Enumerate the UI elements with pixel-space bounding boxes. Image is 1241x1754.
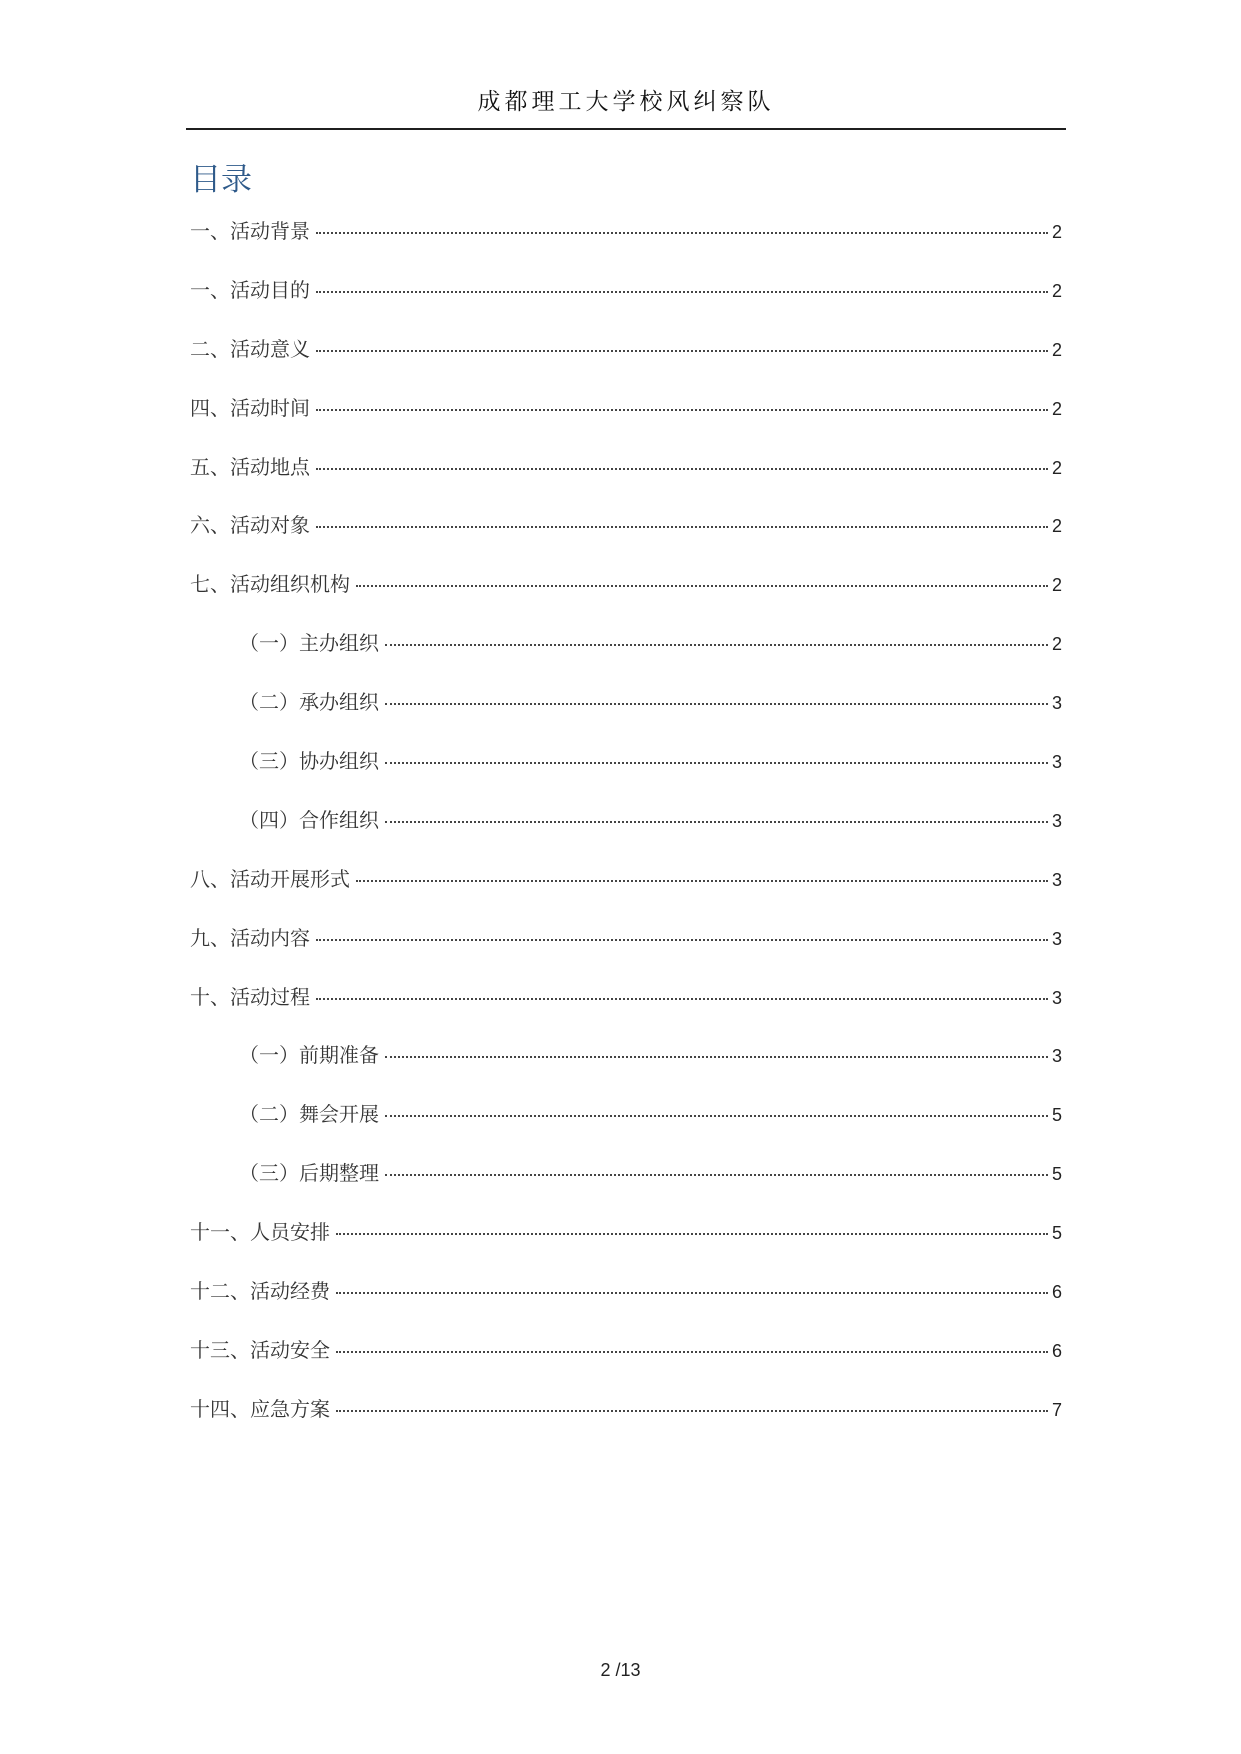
- toc-entry-label: （一）主办组织: [239, 631, 379, 656]
- toc-entry-page-number: 6: [1051, 1282, 1062, 1303]
- toc-entry[interactable]: [190, 333, 1062, 392]
- page-header: [186, 80, 1066, 130]
- toc-entry[interactable]: [190, 1275, 1062, 1334]
- toc-entry-page-number: 6: [1051, 1340, 1062, 1361]
- toc-dot-leader: [336, 1410, 1048, 1412]
- header-title: 成都理工大学校风纠察队: [477, 89, 775, 115]
- toc-entry-page-number: 2: [1051, 339, 1062, 360]
- toc-entry-label: （二）舞会开展: [239, 1102, 379, 1127]
- toc-entry-page-number: 5: [1051, 1105, 1062, 1126]
- toc-entry[interactable]: [190, 863, 1062, 922]
- toc-entry[interactable]: [190, 451, 1062, 510]
- toc-entry-page-number: 5: [1051, 1223, 1062, 1244]
- toc-entry-label: 四、活动时间: [190, 395, 310, 420]
- toc-dot-leader: [385, 762, 1048, 764]
- toc-entry-label: （三）后期整理: [239, 1161, 379, 1186]
- toc-dot-leader: [385, 1174, 1048, 1176]
- toc-entry-label: 五、活动地点: [190, 454, 310, 479]
- toc-entry-page-number: 5: [1051, 1164, 1062, 1185]
- toc-entry-page-number: 2: [1051, 634, 1062, 655]
- toc-entry-page-number: 3: [1051, 869, 1062, 890]
- toc-entry-page-number: 2: [1051, 280, 1062, 301]
- toc-entry[interactable]: [190, 274, 1062, 333]
- toc-entry-label: （一）前期准备: [239, 1043, 379, 1068]
- toc-entry-label: 一、活动背景: [190, 219, 310, 243]
- toc-entry[interactable]: [190, 568, 1062, 627]
- toc-dot-leader: [316, 232, 1048, 234]
- toc-entry-label: 十二、活动经费: [190, 1279, 330, 1304]
- toc-entry-label: 十四、应急方案: [190, 1396, 330, 1421]
- toc-entry-page-number: 7: [1051, 1399, 1062, 1420]
- toc-dot-leader: [385, 703, 1048, 705]
- toc-entry-label: （三）协办组织: [239, 749, 379, 774]
- toc-entry-label: 二、活动意义: [190, 336, 310, 361]
- toc-entry[interactable]: [190, 1157, 1062, 1216]
- toc-entry[interactable]: [190, 392, 1062, 451]
- toc-entry-label: 七、活动组织机构: [190, 572, 350, 597]
- toc-entry[interactable]: [190, 1039, 1062, 1098]
- toc-entry-page-number: 2: [1051, 575, 1062, 596]
- toc-entry-page-number: 3: [1051, 928, 1062, 949]
- toc-entry-page-number: 3: [1051, 1046, 1062, 1067]
- toc-entry[interactable]: [190, 1098, 1062, 1157]
- toc-entry-label: 八、活动开展形式: [190, 866, 350, 891]
- toc-dot-leader: [385, 644, 1048, 646]
- toc-dot-leader: [316, 939, 1048, 941]
- toc-entry-label: 十、活动过程: [190, 984, 310, 1009]
- toc-entry-page-number: 2: [1051, 457, 1062, 478]
- toc-entry[interactable]: [190, 804, 1062, 863]
- toc-entry[interactable]: [190, 981, 1062, 1040]
- toc-dot-leader: [316, 526, 1048, 528]
- table-of-contents: [190, 215, 1062, 1452]
- toc-entry-page-number: 3: [1051, 810, 1062, 831]
- toc-entry-label: （四）合作组织: [239, 807, 379, 832]
- page-number-footer: 2 /13: [600, 1660, 641, 1680]
- toc-entry[interactable]: [190, 1334, 1062, 1393]
- toc-entry-page-number: 2: [1051, 398, 1062, 419]
- toc-dot-leader: [316, 468, 1048, 470]
- toc-entry-label: 十一、人员安排: [190, 1220, 330, 1245]
- toc-entry-label: 六、活动对象: [190, 513, 310, 538]
- toc-dot-leader: [316, 998, 1048, 1000]
- toc-entry[interactable]: [190, 1393, 1062, 1452]
- toc-dot-leader: [336, 1292, 1048, 1294]
- toc-entry-page-number: 2: [1051, 516, 1062, 537]
- toc-entry-page-number: 3: [1051, 752, 1062, 773]
- toc-entry[interactable]: [190, 686, 1062, 745]
- toc-entry-label: 九、活动内容: [190, 925, 310, 950]
- toc-entry-page-number: 3: [1051, 987, 1062, 1008]
- toc-dot-leader: [356, 880, 1048, 882]
- toc-dot-leader: [385, 1115, 1048, 1117]
- toc-dot-leader: [336, 1351, 1048, 1353]
- toc-dot-leader: [385, 1056, 1048, 1058]
- toc-entry[interactable]: [190, 745, 1062, 804]
- toc-dot-leader: [336, 1233, 1048, 1235]
- toc-entry[interactable]: [190, 627, 1062, 686]
- toc-dot-leader: [385, 821, 1048, 823]
- toc-entry-page-number: 3: [1051, 693, 1062, 714]
- toc-entry-label: 十三、活动安全: [190, 1337, 330, 1362]
- toc-dot-leader: [316, 291, 1048, 293]
- toc-entry-label: （二）承办组织: [239, 690, 379, 715]
- toc-entry[interactable]: [190, 1216, 1062, 1275]
- toc-entry-label: 一、活动目的: [190, 277, 310, 302]
- toc-dot-leader: [316, 409, 1048, 411]
- toc-title: 目录: [190, 162, 252, 198]
- toc-entry-page-number: 2: [1051, 222, 1062, 242]
- toc-dot-leader: [316, 350, 1048, 352]
- toc-entry[interactable]: [190, 509, 1062, 568]
- toc-dot-leader: [356, 585, 1048, 587]
- toc-entry[interactable]: [190, 215, 1062, 274]
- toc-entry[interactable]: [190, 922, 1062, 981]
